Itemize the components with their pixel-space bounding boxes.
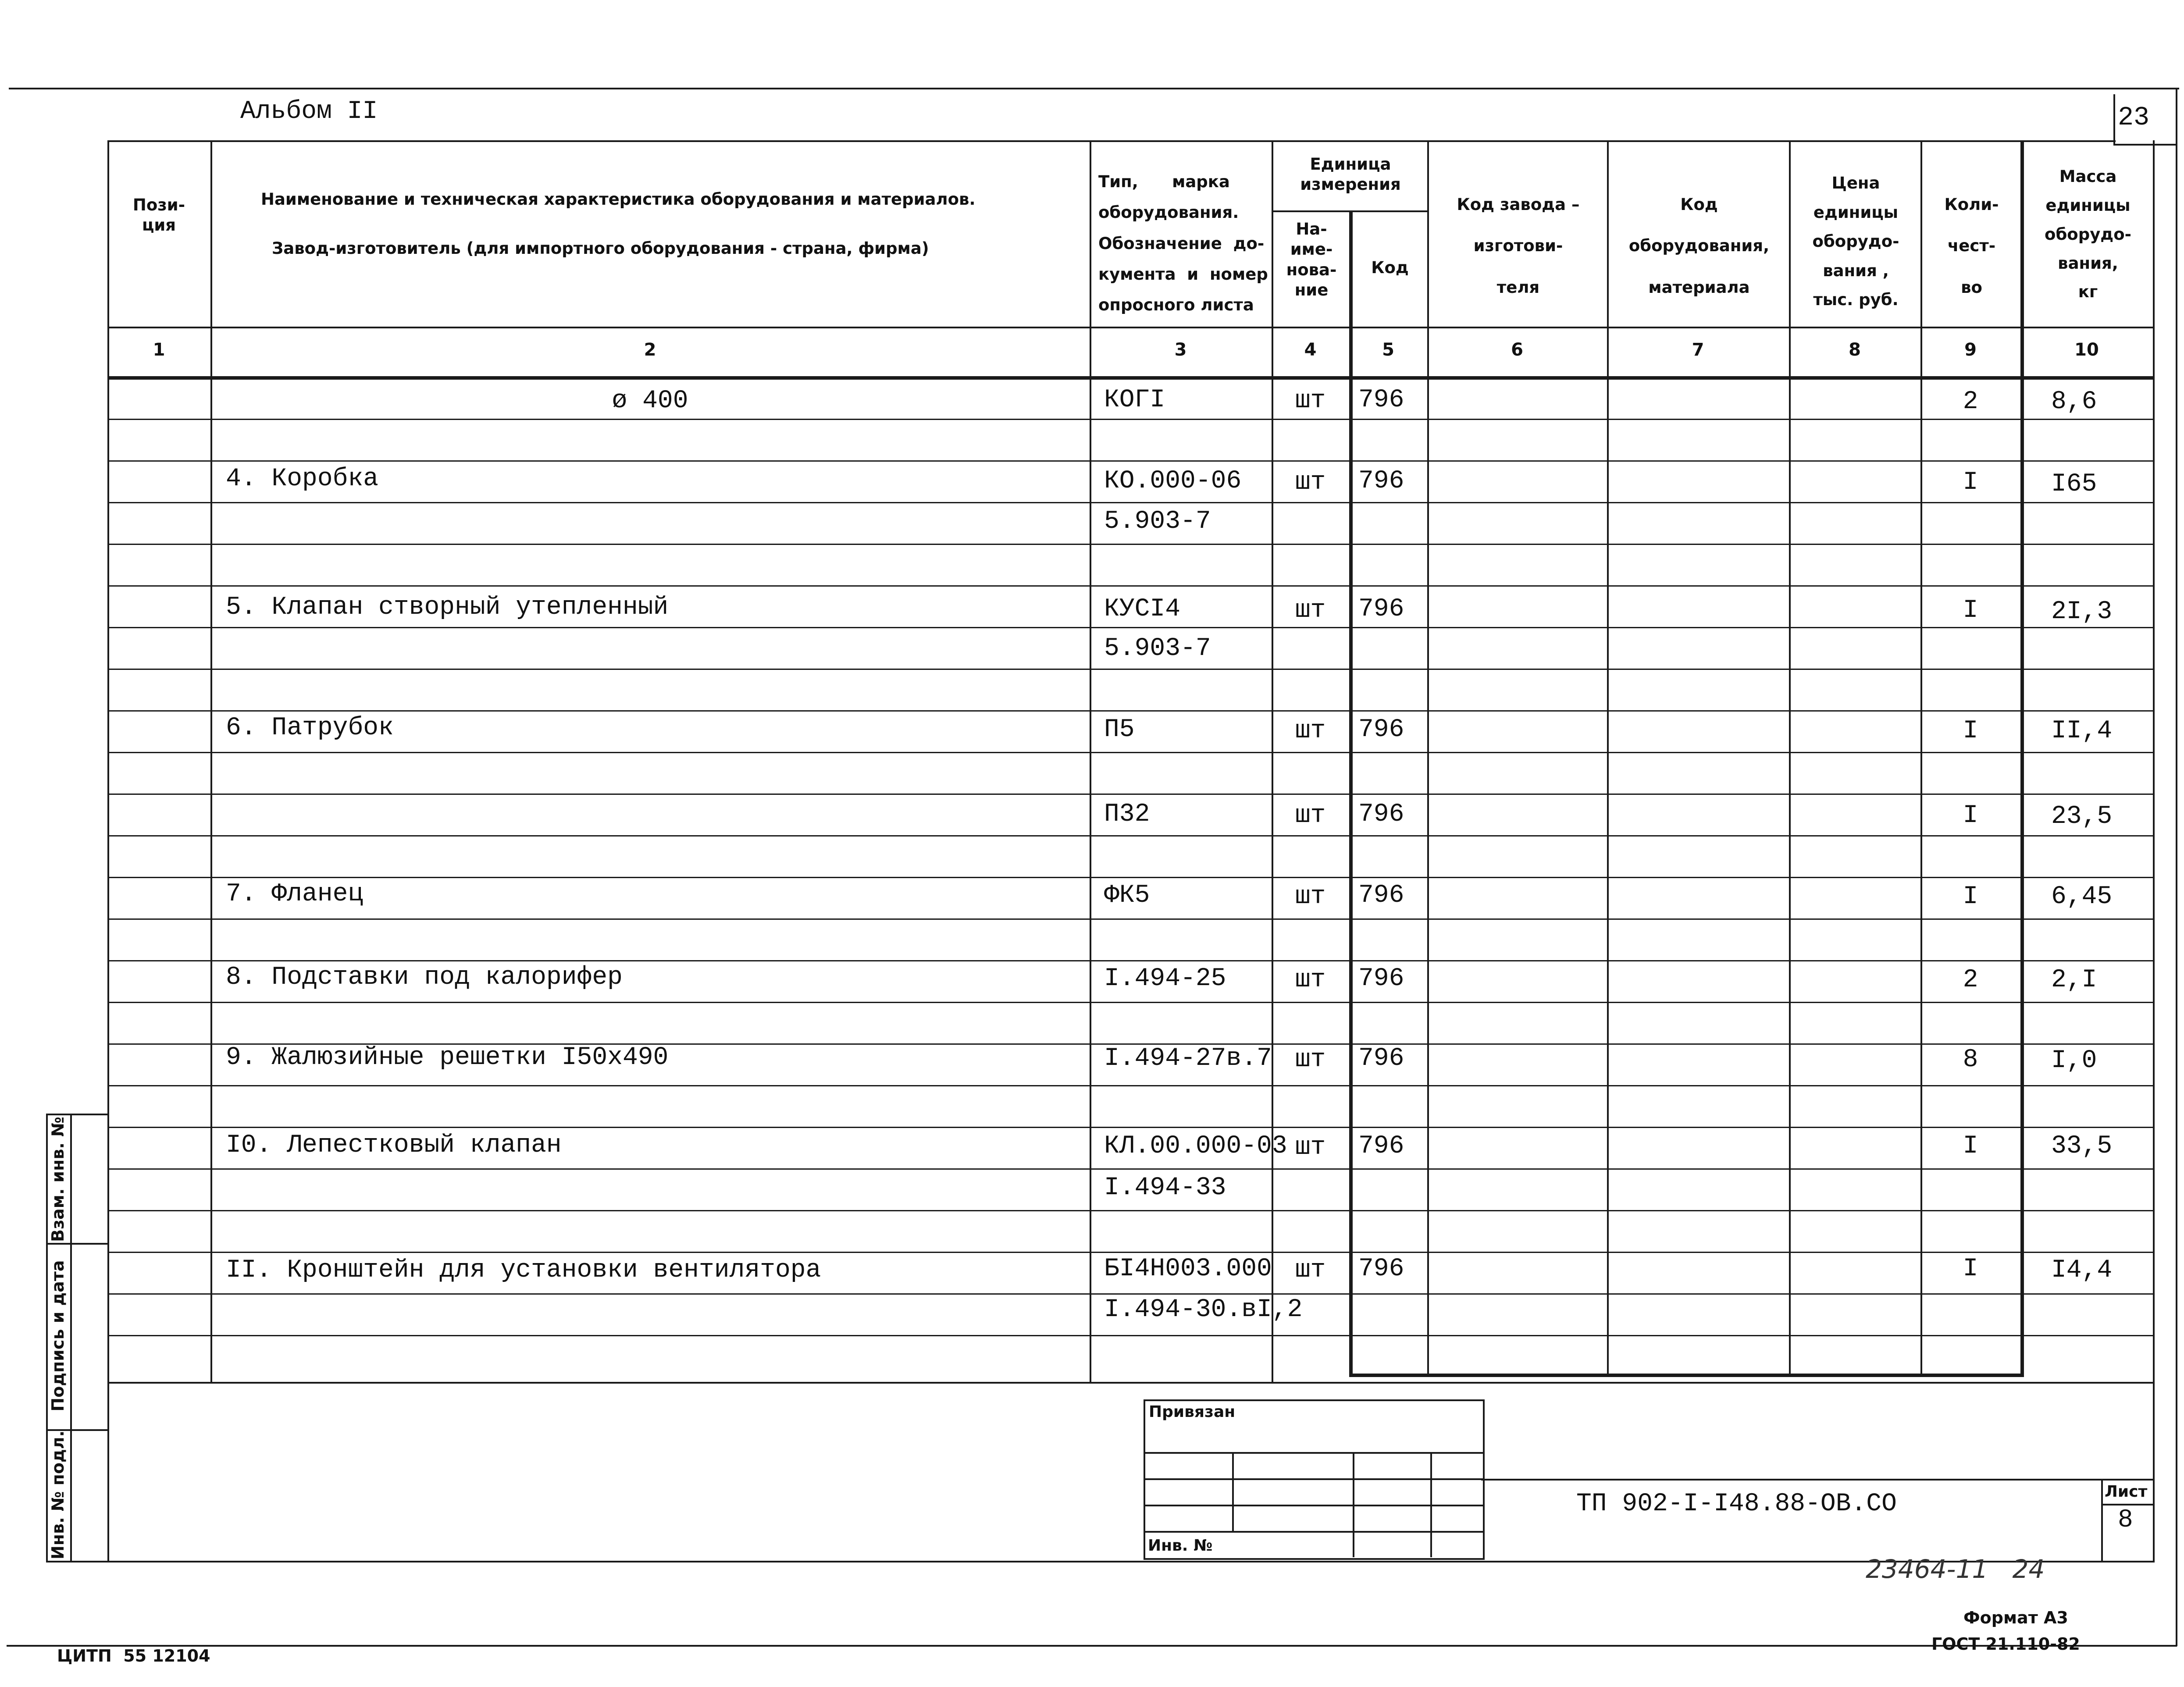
item-name: I0. Лепестковый клапан (226, 1131, 562, 1160)
col-header-equipment-code (1609, 184, 1789, 308)
col-header-price (1791, 169, 1920, 315)
col-header-mass-l1: Масса (2059, 167, 2117, 186)
col-number-10: 10 (2074, 340, 2099, 360)
frame-top-line (107, 140, 2116, 142)
col-header-type-l1: Тип, марка (1098, 172, 1230, 191)
item-unit: шт (1295, 1133, 1326, 1162)
col-header-quantity (1923, 184, 2020, 308)
col-header-type-l4: кумента и номер (1098, 264, 1268, 284)
item-qty: 8 (1963, 1046, 1978, 1074)
col-header-quantity-l3: во (1961, 278, 1982, 297)
item-type: П32 (1104, 800, 1150, 829)
page-bottom-line (7, 1645, 2177, 1647)
item-qty: I (1963, 596, 1978, 625)
row-line (107, 669, 2153, 670)
item-type: КУСI4 (1104, 595, 1181, 623)
col-header-type-l5: опросного листа (1098, 295, 1254, 315)
col-number-1: 1 (153, 340, 165, 360)
table-end-line (107, 1382, 2153, 1384)
item-type: КО.000-06 (1104, 467, 1242, 495)
stamp-vline (1353, 1452, 1354, 1557)
col-header-type (1098, 167, 1269, 320)
item-unit: шт (1295, 596, 1326, 625)
page-right-line (2176, 88, 2177, 1646)
item-type: I.494-25 (1104, 965, 1226, 993)
col-header-mass-l5: кг (2078, 282, 2098, 302)
row-line (107, 1085, 2153, 1086)
row-line (107, 460, 2153, 462)
row-line (107, 794, 2153, 795)
item-qty: 2 (1963, 966, 1978, 994)
col-number-3: 3 (1174, 340, 1187, 360)
col-header-mass-l4: вания, (2058, 253, 2118, 273)
item-type: 5.903-7 (1104, 507, 1211, 536)
item-unit: шт (1295, 883, 1326, 911)
item-mass: II,4 (2051, 717, 2113, 745)
col-header-factory-code (1429, 184, 1607, 308)
col-header-quantity-l1: Коли- (1944, 195, 1999, 214)
row-line (107, 752, 2153, 753)
col-line-10 (2153, 140, 2155, 1383)
item-qty: I (1963, 1132, 1978, 1160)
col-header-type-l2: оборудования. (1098, 203, 1239, 222)
item-mass: 6,45 (2051, 883, 2113, 911)
stamp-vline (1232, 1452, 1234, 1531)
col-number-6: 6 (1511, 340, 1523, 360)
side-stamp-left (46, 1114, 48, 1562)
col-header-equipment-code-l3: материала (1648, 278, 1750, 297)
row-line (107, 627, 2153, 628)
citp-label: ЦИТП 55 12104 (57, 1646, 210, 1666)
col-number-9: 9 (1964, 340, 1977, 360)
col-line-6 (1607, 140, 1609, 1374)
item-type: КЛ.00.000-03 (1104, 1132, 1287, 1160)
item-qty: I (1963, 1255, 1978, 1283)
row-line (107, 1002, 2153, 1003)
col-line-5 (1427, 140, 1429, 1374)
item-unit: шт (1295, 468, 1326, 497)
col-line-8 (1920, 140, 1922, 1374)
numbers-bottom-line (107, 376, 2153, 380)
row-line (107, 835, 2153, 836)
item-name: 9. Жалюзийные решетки I50х490 (226, 1043, 669, 1072)
sheet-box-left (2101, 1479, 2103, 1561)
col-line-4 (1349, 210, 1353, 1374)
item-mass: 2I,3 (2051, 598, 2113, 626)
item-code: 796 (1358, 800, 1404, 829)
col-header-mass-l2: единицы (2045, 196, 2131, 215)
item-code: 796 (1358, 467, 1404, 495)
item-type: 5.903-7 (1104, 634, 1211, 663)
item-qty: I (1963, 468, 1978, 497)
handwritten-number: 23464-11 24 (1866, 1554, 2045, 1584)
row-line (107, 710, 2153, 712)
side-vzam-inv: Взам. инв. № (48, 1117, 68, 1242)
col-header-name-line2: Завод-изготовитель (для импортного оборудования - страна, фирма) (272, 239, 929, 258)
page-number-box-left (2113, 94, 2115, 145)
item-qty: I (1963, 717, 1978, 745)
item-code: 796 (1358, 715, 1404, 744)
sheet-number: 8 (2118, 1506, 2133, 1534)
item-name: 7. Фланец (226, 880, 363, 908)
item-unit: шт (1295, 801, 1326, 830)
row-line (107, 1335, 2153, 1336)
col-number-7: 7 (1692, 340, 1704, 360)
item-code: 796 (1358, 1255, 1404, 1283)
item-qty: I (1963, 801, 1978, 830)
col-number-5: 5 (1382, 340, 1394, 360)
item-mass: I65 (2051, 470, 2097, 498)
sheet-box-line (2101, 1504, 2155, 1505)
col-header-mass (2023, 162, 2153, 306)
item-mass: 23,5 (2051, 802, 2113, 831)
stamp-bound-label: Привязан (1149, 1403, 1236, 1421)
item-code: 796 (1358, 595, 1404, 623)
item-type: ФК5 (1104, 881, 1150, 910)
item-name: II. Кронштейн для установки вентилятора (226, 1256, 821, 1285)
item-name: ø 400 (612, 387, 688, 415)
item-qty: 2 (1963, 388, 1978, 416)
title-block-line (1481, 1479, 2155, 1481)
item-name: 5. Клапан створный утепленный (226, 593, 669, 622)
row-line (107, 1168, 2153, 1170)
col-header-factory-code-l1: Код завода – (1457, 195, 1580, 214)
col-header-price-l1: Цена (1831, 174, 1880, 192)
item-code: 796 (1358, 1132, 1404, 1160)
side-stamp-mid (70, 1114, 72, 1562)
side-inv-podl: Инв. № подл. (48, 1430, 68, 1560)
col-number-4: 4 (1304, 340, 1317, 360)
page-number-box-bottom (2113, 144, 2177, 146)
row-line (107, 1293, 2153, 1295)
item-mass: 2,I (2051, 966, 2097, 994)
row-line (107, 1252, 2153, 1253)
item-mass: 8,6 (2051, 388, 2097, 416)
col-header-name-line1: Наименование и техническая характеристика оборудования и материалов. (261, 190, 976, 209)
frame-bottom-line (46, 1561, 2155, 1562)
col-header-position: Пози- ция (132, 196, 185, 235)
col-header-price-l3: оборудо- (1812, 232, 1899, 251)
row-line (107, 918, 2153, 920)
item-type: I.494-33 (1104, 1174, 1226, 1202)
item-code: 796 (1358, 881, 1404, 910)
item-type: П5 (1104, 715, 1135, 744)
top-border-line (9, 88, 2179, 89)
col-number-8: 8 (1849, 340, 1861, 360)
col-header-unit-code: Код (1371, 258, 1409, 277)
item-name: 8. Подставки под калорифер (226, 963, 623, 992)
item-unit: шт (1295, 387, 1326, 415)
row-line (107, 1210, 2153, 1211)
stamp-vline (1430, 1452, 1432, 1557)
row-line (107, 960, 2153, 961)
col-header-unit-name: На- име- нова- ние (1286, 220, 1337, 299)
header-bottom-line (107, 327, 2153, 328)
item-code: 796 (1358, 1044, 1404, 1073)
item-qty: I (1963, 883, 1978, 911)
item-unit: шт (1295, 1256, 1326, 1285)
format-label: Формат А3 (1963, 1608, 2068, 1627)
col-header-price-l5: тыс. руб. (1813, 290, 1899, 310)
item-type: КОГI (1104, 386, 1165, 414)
item-unit: шт (1295, 966, 1326, 994)
sheet-label: Лист (2105, 1483, 2148, 1501)
item-type: I.494-30.вI,2 (1104, 1296, 1303, 1324)
gost-label: ГОСТ 21.110-82 (1931, 1634, 2080, 1654)
col-header-quantity-l2: чест- (1947, 236, 1996, 256)
document-code: ТП 902-I-I48.88-ОВ.СО (1576, 1490, 1897, 1518)
col-header-equipment-code-l2: оборудования, (1628, 236, 1770, 256)
row-line (107, 1127, 2153, 1128)
col-header-type-l3: Обозначение до- (1098, 234, 1265, 253)
row-line (107, 585, 2153, 587)
item-mass: I,0 (2051, 1046, 2097, 1075)
col-line-9 (2020, 140, 2024, 1374)
item-name: 4. Коробка (226, 465, 379, 493)
item-mass: 33,5 (2051, 1132, 2113, 1160)
row-line (107, 502, 2153, 503)
col-line-7 (1789, 140, 1791, 1374)
row-line (107, 544, 2153, 545)
item-type: I.494-27в.7 (1104, 1044, 1272, 1073)
table-bottom-line (1349, 1374, 2024, 1377)
stamp-inv-label: Инв. № (1148, 1537, 1213, 1555)
item-unit: шт (1295, 717, 1326, 745)
item-mass: I4,4 (2051, 1256, 2113, 1285)
col-header-price-l4: вания , (1823, 261, 1889, 280)
col-header-factory-code-l2: изготови- (1473, 236, 1563, 256)
unit-group-line (1272, 210, 1427, 212)
row-line (107, 419, 2153, 420)
side-podpis-data: Подпись и дата (48, 1260, 68, 1412)
item-name: 6. Патрубок (226, 714, 394, 742)
page-number: 23 (2118, 103, 2150, 133)
col-header-factory-code-l3: теля (1496, 278, 1540, 297)
row-line (107, 877, 2153, 878)
item-unit: шт (1295, 1046, 1326, 1074)
col-header-unit-group: Единица измерения (1300, 155, 1401, 194)
album-title: Альбом II (240, 97, 378, 126)
col-number-2: 2 (644, 340, 656, 360)
col-header-mass-l3: оборудо- (2045, 224, 2131, 244)
item-type: БI4Н003.000 (1104, 1255, 1272, 1283)
col-header-equipment-code-l1: Код (1680, 195, 1718, 214)
item-code: 796 (1358, 386, 1404, 414)
col-header-price-l2: единицы (1813, 203, 1899, 222)
item-code: 796 (1358, 965, 1404, 993)
